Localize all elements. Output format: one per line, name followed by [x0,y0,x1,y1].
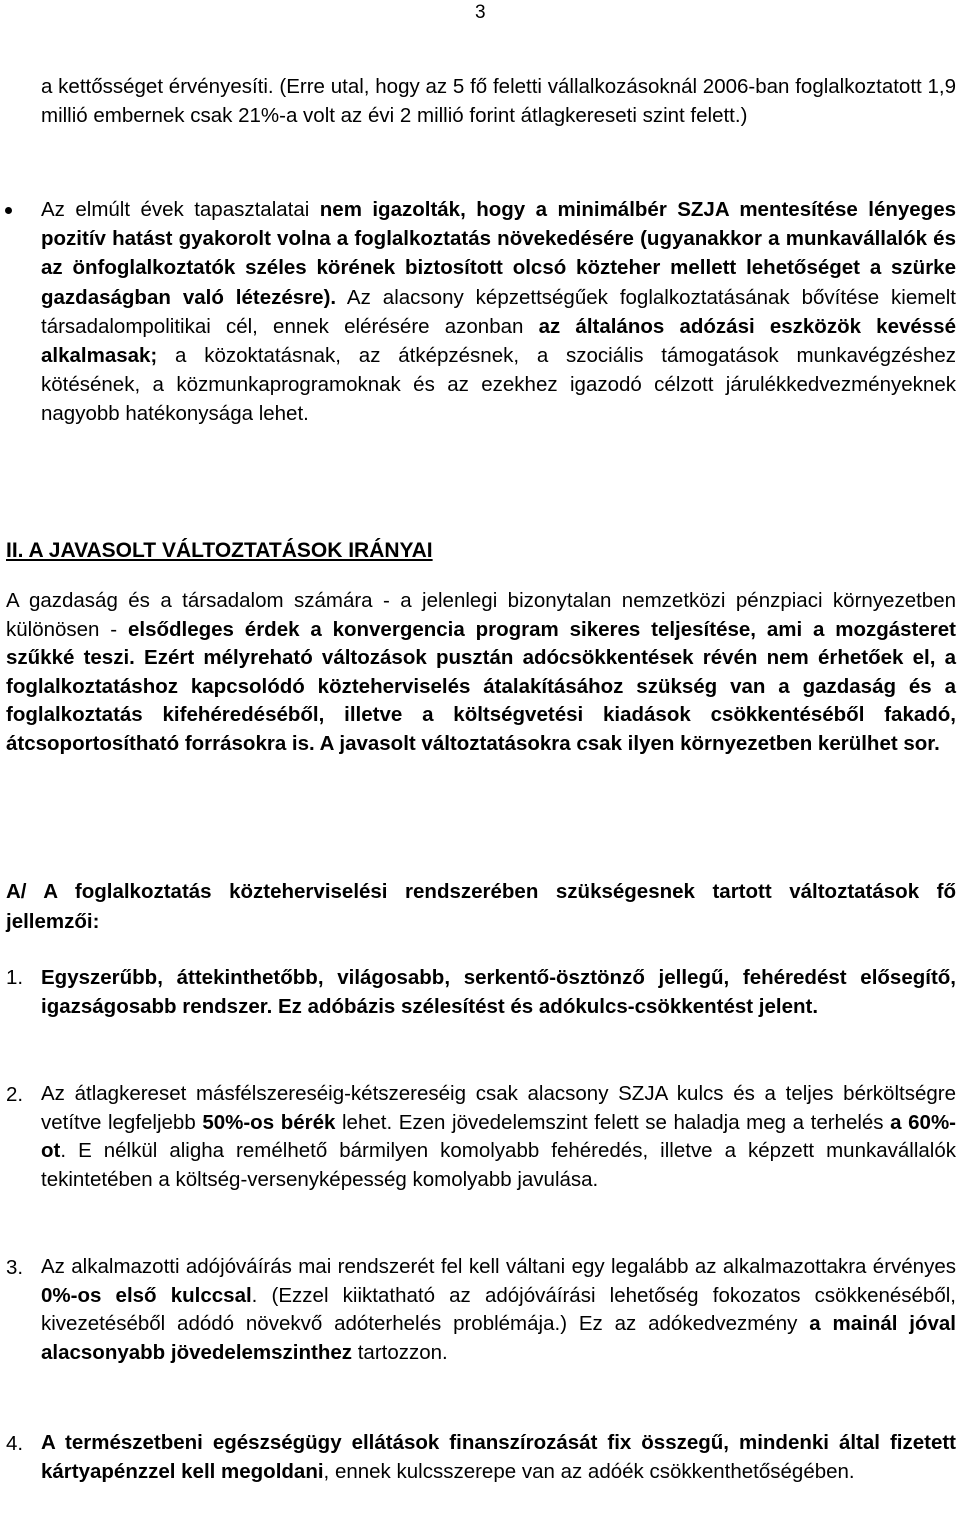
intro-text: a kettősséget érvényesíti. (Erre utal, hogy az 5 fő feletti vállalkozásoknál 2006-ban foglalkoztatott 1,9 millió embernek csak 21%-a volt az évi 2 millió forint átlagkereseti szint felett.) [41,75,956,128]
item-3-text-1: Az alkalmazotti adójóváírás mai rendszerét fel kell váltani egy legalább az alkalmazottakra érvényes [41,1255,956,1278]
section-para-lead: A gazdaság és a társadalom számára - a jelenlegi bizonytalan nemzetközi pénzpiaci környezetben különösen - [6,589,956,641]
section-heading: II. A JAVASOLT VÁLTOZTATÁSOK IRÁNYAI [6,539,433,562]
item-4-bold-1: A természetbeni egészségügy ellátások finanszírozását fix összegű, mindenki által fizetett kártyapénzzel kell megoldani [41,1431,956,1483]
page-number: 3 [475,2,486,23]
section-para-bold: elsődleges érdek a konvergencia program sikeres teljesítése, ami a mozgásteret szűkké teszi. Ezért mélyreható változások pusztán adócsökkentések révén nem érhetőek el, a foglalkoztatáshoz kapcsolódó közteherviselés átalakításához szükség van a gazdaság és a foglalkoztatás kifehéredéséből, illetve a költségvetési kiadások csökkentéséből fakadó, átcsoportosítható forrásokra is. A javasolt változtatásokra csak ilyen környezetben kerülhet sor. [6,617,956,755]
bullet-bold-1: nem igazolták, hogy a minimálbér SZJA mentesítése lényeges pozitív hatást gyakorolt volna a foglalkoztatás növekedésére (ugyanakkor a munkavállalók és az önfoglalkoztatók széles körének biztosított olcsó közteher mellett lehetőséget a szürke gazdaságban való létezésre). [41,198,957,309]
item-3-bold-1: 0%-os első kulccsal [41,1283,252,1307]
item-3-text-2: . (Ezzel kiiktatható az adójóváírási lehetőség fokozatos csökkenéséből, kivezetéséből adódó növekvő adóterhelés problémája.) Ez az adókedvezmény [41,1283,956,1336]
item-2-text-2: lehet. Ezen jövedelemszint felett se haladja meg a terhelés [335,1110,891,1134]
item-4-text-1: , ennek kulcsszerepe van az adóék csökkenthetőségében. [323,1459,855,1483]
item-number-3: 3. [6,1256,24,1279]
bullet-icon [5,207,12,214]
item-body-1 [41,964,956,1021]
subsection-heading-text: A/ A foglalkoztatás közteherviselési rendszerében szükségesnek tartott változtatások fő jellemzői: [6,880,956,933]
bullet-text [41,195,956,429]
item-3-bold-2: a mainál jóval alacsonyabb jövedelemszinthez [41,1312,956,1365]
subsection-heading [6,877,956,936]
item-2-text-3: . E nélkül aligha remélhető bármilyen komolyabb fehéredés, illetve a képzett munkavállalók tekintetében a költség-versenyképesség komolyabb javulása. [41,1139,956,1192]
item-2-bold-1: 50%-os bérék [202,1110,336,1134]
item-body-4 [41,1429,956,1486]
item-2-text-1: Az átlagkereset másfélszereséig-kétszereséig csak alacsony SZJA kulcs és a teljes bérköltségre vetítve legfeljebb [41,1082,956,1134]
item-number-1: 1. [6,966,24,989]
intro-paragraph [41,72,956,130]
item-body-2 [41,1080,956,1195]
item-2-bold-2: a 60%-ot [41,1110,956,1163]
item-1-bold: Egyszerűbb, áttekinthetőbb, világosabb, serkentő-ösztönző jellegű, fehéredést elősegítő, igazságosabb rendszer. Ez adóbázis szélesítést és adókulcs-csökkentést jelent. [41,966,956,1018]
bullet-bold-2: az általános adózási eszközök kevéssé alkalmasak; [41,314,956,368]
item-body-3 [41,1253,956,1368]
bullet-lead: Az elmúlt évek tapasztalatai [41,198,320,221]
bullet-mid: Az alacsony képzettségűek foglalkoztatásának bővítése kiemelt társadalompolitikai cél, ennek elérésére azonban [41,285,956,338]
item-number-2: 2. [6,1083,24,1106]
item-3-text-3: tartozzon. [352,1341,448,1365]
bullet-tail: a közoktatásnak, az átképzésnek, a szociális támogatások munkavégzéshez kötésének, a közmunkaprogramoknak és az ezekhez igazodó célzott járulékkedvezményeknek nagyobb hatékonysága lehet. [41,344,956,426]
item-number-4: 4. [6,1432,24,1455]
section-paragraph [6,587,956,759]
